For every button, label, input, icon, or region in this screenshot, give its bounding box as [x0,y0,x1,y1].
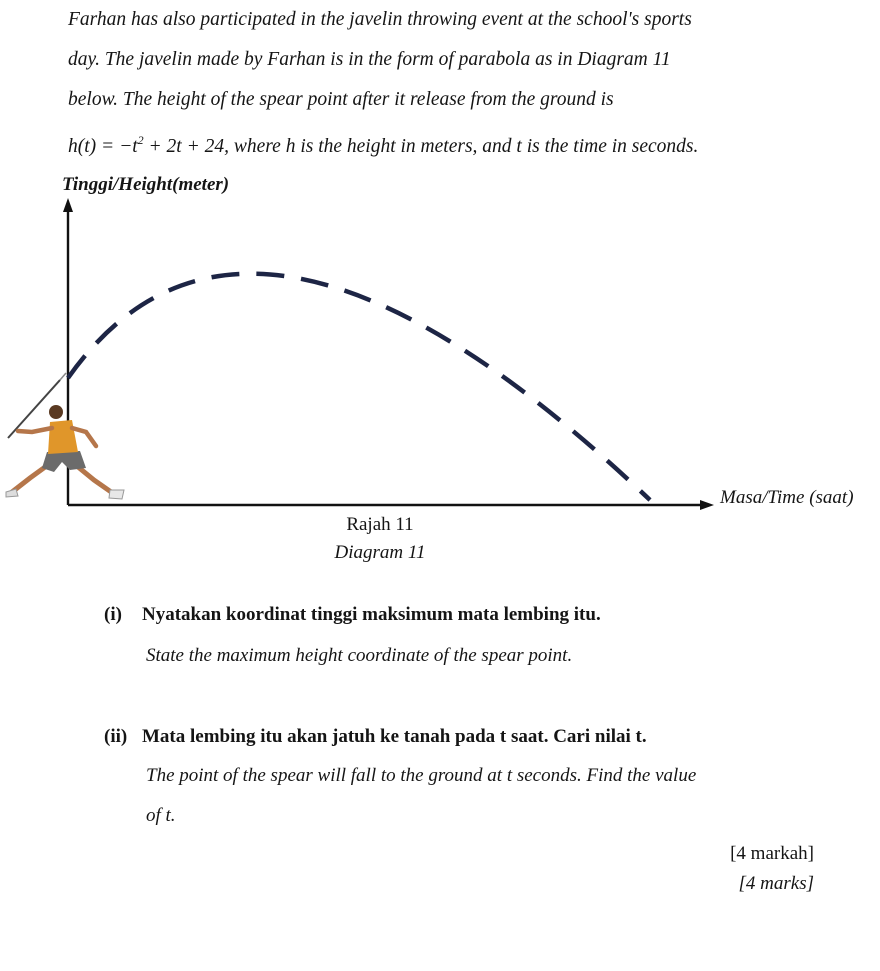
question-i-malay [104,604,601,626]
formula-rhs: + 2t + 24 [143,136,225,157]
x-axis-arrowhead [700,500,714,510]
diagram-caption-malay: Rajah 11 [346,514,414,535]
question-i-malay-text: Nyatakan koordinat tinggi maksimum mata lembing itu. [142,604,601,625]
intro-line-4-rest: , where h is the height in meters, and t is the time in seconds. [224,136,699,157]
trajectory-curve [68,274,650,500]
athlete-illustration [6,373,124,499]
intro-line-1: Farhan has also participated in the javelin throwing event at the school's sports [68,9,692,30]
question-i-number: (i) [104,604,122,625]
athlete-shirt [48,420,78,454]
question-ii-malay [104,726,647,748]
question-ii-english-line-1: The point of the spear will fall to the ground at t seconds. Find the value [146,765,697,786]
athlete-head [49,405,63,419]
height-formula [68,133,225,157]
marks-english: [4 marks] [738,873,814,894]
javelin-diagram [0,168,880,528]
diagram-caption-english: Diagram 11 [334,542,426,563]
athlete-throwing-arm [18,428,52,432]
question-i-english: State the maximum height coordinate of the spear point. [146,645,573,666]
question-ii-number: (ii) [104,726,128,747]
formula-exponent: 2 [137,133,144,147]
athlete-front-shoe [109,490,124,499]
marks-malay: [4 markah] [730,843,814,864]
question-intro [68,0,858,167]
question-ii-malay-text: Mata lembing itu akan jatuh ke tanah pada t saat. Cari nilai t. [142,726,647,747]
intro-line-4 [68,120,858,167]
formula-lhs: h(t) = −t [68,136,138,157]
intro-line-2: day. The javelin made by Farhan is in the form of parabola as in Diagram 11 [68,49,671,70]
javelin-tip [60,373,66,380]
y-axis-arrowhead [63,198,73,212]
athlete-back-shoe [6,489,18,497]
x-axis-label: Masa/Time (saat) [720,487,854,508]
intro-line-3: below. The height of the spear point after it release from the ground is [68,89,614,110]
question-ii-english-line-2: of t. [146,805,176,826]
y-axis-label: Tinggi/Height(meter) [62,174,230,195]
